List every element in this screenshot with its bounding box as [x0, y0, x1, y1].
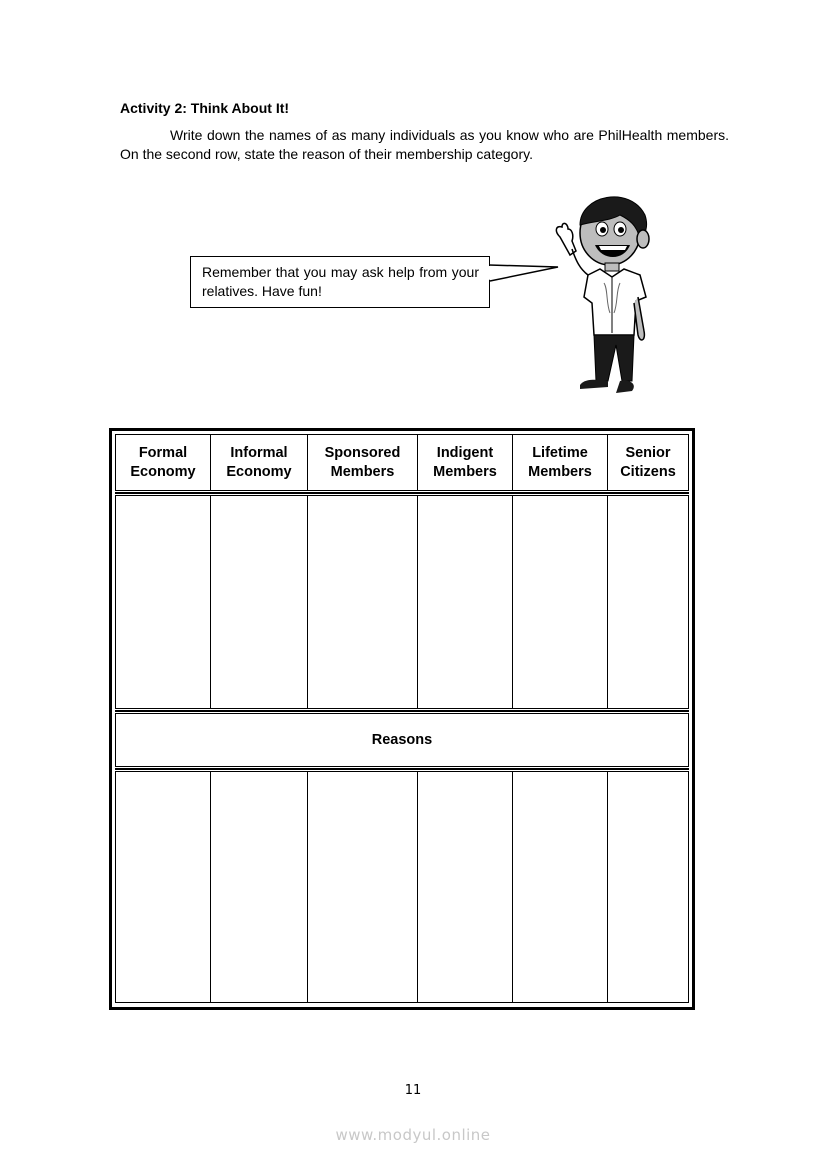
- page-number: 11: [404, 1083, 422, 1098]
- reason-cell-senior-citizens[interactable]: [608, 772, 688, 1002]
- table-divider: [115, 768, 689, 770]
- reason-cell-indigent-members[interactable]: [418, 772, 513, 1002]
- reasons-row: [115, 713, 689, 767]
- reasons-answer-row: [115, 771, 689, 1003]
- speech-bubble-pointer: [488, 260, 563, 300]
- reason-cell-formal-economy[interactable]: [116, 772, 211, 1002]
- header-senior-citizens: Senior Citizens: [620, 444, 676, 480]
- table-divider: [115, 710, 689, 712]
- header-lifetime-members: Lifetime Members: [513, 435, 608, 490]
- membership-table: [109, 428, 695, 1010]
- reasons-label: Reasons: [371, 732, 433, 748]
- names-cell-senior-citizens[interactable]: [608, 496, 688, 708]
- names-cell-sponsored-members[interactable]: [308, 496, 418, 708]
- names-cell-informal-economy[interactable]: [211, 496, 308, 708]
- table-header-row: [115, 434, 689, 491]
- activity-title: Activity 2: Think About It!: [120, 100, 290, 116]
- reason-cell-informal-economy[interactable]: [211, 772, 308, 1002]
- header-formal-economy: Formal Economy: [116, 435, 211, 490]
- names-cell-lifetime-members[interactable]: [513, 496, 608, 708]
- header-informal-economy: Informal Economy: [211, 435, 308, 490]
- watermark: www.modyul.online: [335, 1126, 491, 1144]
- names-cell-formal-economy[interactable]: [116, 496, 211, 708]
- names-cell-indigent-members[interactable]: [418, 496, 513, 708]
- header-indigent-members: Indigent Members: [418, 435, 513, 490]
- speech-bubble: Remember that you may ask help from your relatives. Have fun!: [190, 256, 490, 308]
- activity-instructions: Write down the names of as many individuals as you know who are PhilHealth members. On the second row, state the reason of their membership category.: [120, 127, 729, 162]
- cartoon-boy-illustration: [550, 185, 665, 397]
- reason-cell-lifetime-members[interactable]: [513, 772, 608, 1002]
- reason-cell-sponsored-members[interactable]: [308, 772, 418, 1002]
- header-sponsored-members: Sponsored Members: [308, 435, 418, 490]
- names-row: [115, 495, 689, 709]
- table-divider: [115, 492, 689, 494]
